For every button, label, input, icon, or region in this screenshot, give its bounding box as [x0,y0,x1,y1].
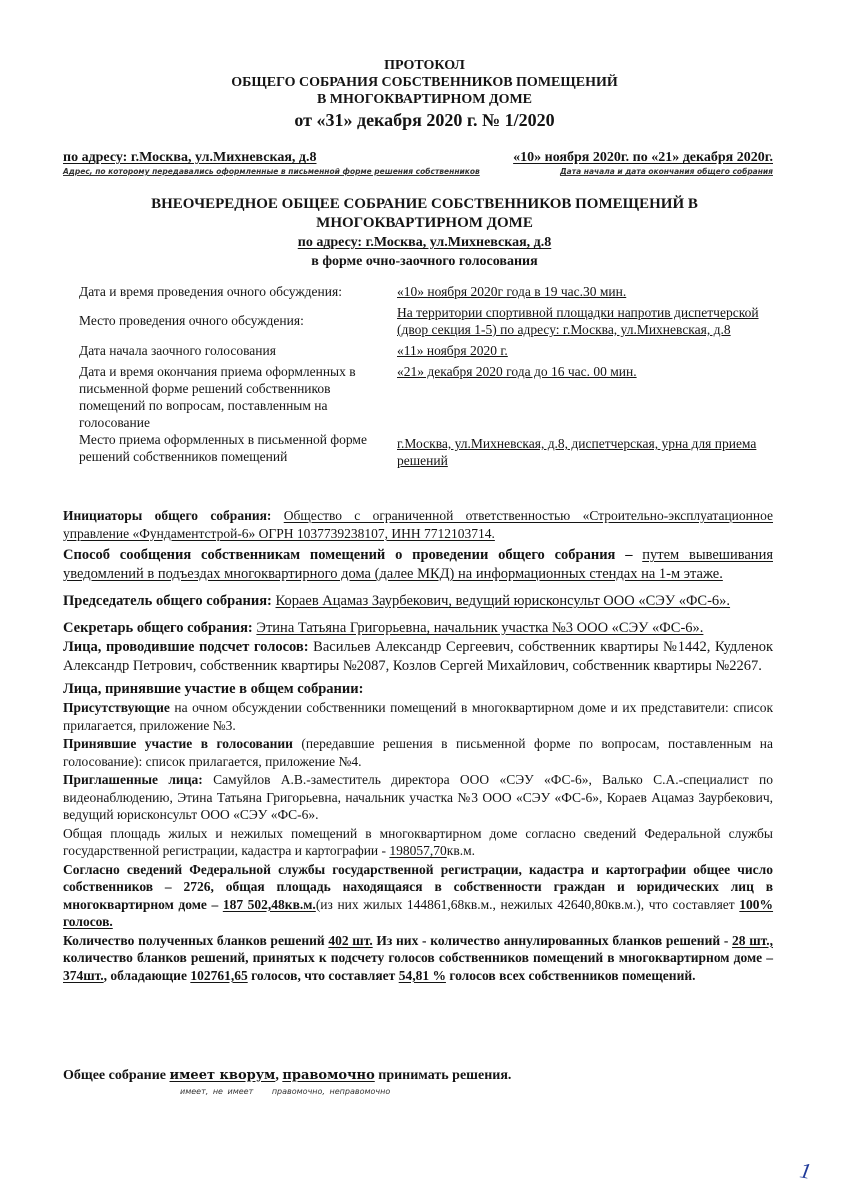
notify-label: Способ сообщения собственникам помещений о проведении общего собрания – [63,547,633,563]
info-label: Дата и время проведения очного обсуждения: [79,284,342,299]
info-label: Место приема оформленных в письменной форме решений собственников помещений [79,432,367,464]
ballots-text-6: голосов всех собственников помещений. [449,967,696,983]
owners-paragraph [63,861,773,931]
owners-text-2: (из них жилых 144861,68кв.м., нежилых 42640,80кв.м.), что составляет [315,896,735,912]
protocol-title: ПРОТОКОЛ [384,58,465,73]
participants-heading: Лица, принявшие участие в общем собрании: [63,681,364,697]
info-row [79,304,779,338]
info-value: «11» ноября 2020 г. [397,343,508,358]
info-value: «21» декабря 2020 года до 16 час. 00 мин. [397,364,637,379]
meeting-form: в форме очно-заочного голосования [311,254,538,269]
address-text: по адресу: г.Москва, ул.Михневская, д.8 [63,150,317,165]
info-value: «10» ноября 2020г года в 19 час.30 мин. [397,284,627,299]
ballots-text-5: голосов, что составляет [251,967,396,983]
meeting-address: по адресу: г.Москва, ул.Михневская, д.8 [297,235,552,250]
ballots-annulled: 28 шт., [732,932,773,948]
quorum-caption [180,1087,404,1096]
quorum-statement [63,1068,511,1084]
invited-value: Самуйлов А.В.-заместитель директора ООО «СЭУ «ФС-6», Валько С.А.-специалист по видеонаблюдению, Этина Татьяна Григорьевна, начальник участка №3 ООО «СЭУ «ФС-6», Кораев Ацамаз Заурбекович, ведущий юрисконсульт ООО «СЭУ «ФС-6». [63,772,773,822]
counters-value: Васильев Александр Сергеевич, собственник квартиры №1442, Кудленок Александр Петрович, собственник квартиры №2087, Козлов Сергей Михайлович, собственник квартиры №2267. [63,639,774,674]
chair-label: Председатель общего собрания: [63,593,272,609]
period-block [513,150,773,176]
owners-text: Согласно сведений Федеральной службы государственной регистрации, кадастра и картографии общее число собственников – 2726, общая площадь находящаяся в собственности граждан и юридических лиц в многоквартирном доме – [63,861,773,912]
info-row [79,431,779,469]
competence-value: правомочно [282,1068,375,1083]
meeting-info-table [79,283,779,473]
chair-value: Кораев Ацамаз Заурбекович, ведущий юрисконсульт ООО «СЭУ «ФС-6». [275,593,731,609]
initiators-value: Общество с ограниченной ответственностью «Строительно-эксплуатационное управление «Фундаментстрой-6» ОГРН 1037739238107, ИНН 7712103714. [63,508,773,541]
info-label: Дата и время окончания приема оформленных в письменной форме решений собственников помещений по вопросам, поставленным на голосование [79,364,356,430]
voted-label: Принявшие участие в голосовании [63,736,293,751]
ballots-text-3: количество бланков решений, принятых к подсчету голосов собственников помещений в многоквартирном доме – [63,950,773,965]
secretary-paragraph [63,619,773,638]
quorum-value: имеет кворум [169,1068,276,1083]
info-row [79,283,779,300]
secretary-label: Секретарь общего собрания: [63,620,253,636]
period-text: «10» ноября 2020г. по «21» декабря 2020г. [513,150,773,165]
votes-value: 102761,65 [190,967,248,983]
info-label: Дата начала заочного голосования [79,343,276,358]
area-text: Общая площадь жилых и нежилых помещений в многоквартирном доме согласно сведений Федеральной службы государственной регистрации, кадастра и картографии - [63,825,773,858]
votes-percent: 54,81 % [398,967,446,983]
quorum-caption-2: правомочно, неправомочно [271,1087,391,1096]
period-caption: Дата начала и дата окончания общего собрания [560,167,773,176]
initiators-paragraph [63,507,773,542]
info-label: Место проведения очного обсуждения: [79,313,304,328]
present-paragraph [63,699,773,734]
info-value: На территории спортивной площадки напротив диспетчерской (двор секция 1-5) по адресу: г.Москва, ул.Михневская, д.8 [397,305,759,337]
address-row [63,150,773,184]
protocol-subtitle-1: ОБЩЕГО СОБРАНИЯ СОБСТВЕННИКОВ ПОМЕЩЕНИЙ [231,75,618,90]
quorum-caption-1: имеет, не имеет [180,1087,254,1096]
voted-value: (передавшие решения в письменной форме по вопросам, поставленным на голосование): список прилагается, приложение №4. [63,736,774,769]
owners-percent: 100% голосов. [63,896,774,929]
protocol-header [0,57,849,132]
quorum-text-2: принимать решения. [378,1068,512,1083]
area-paragraph [63,825,773,860]
handwritten-page-number: 1 [797,1157,814,1184]
invited-label: Приглашенные лица: [63,772,203,787]
quorum-comma: , [275,1068,279,1083]
info-row [79,342,779,359]
present-label: Присутствующие [63,700,170,715]
quorum-text-1: Общее собрание [63,1068,166,1083]
protocol-subtitle-2: В МНОГОКВАРТИРНОМ ДОМЕ [316,92,533,107]
meeting-header [0,195,849,271]
ballots-text-4: , обладающие [103,967,187,983]
invited-paragraph [63,771,773,824]
secretary-value: Этина Татьяна Григорьевна, начальник участка №3 ООО «СЭУ «ФС-6». [256,620,704,636]
meeting-title-1: ВНЕОЧЕРЕДНОЕ ОБЩЕЕ СОБРАНИЕ СОБСТВЕННИКОВ ПОМЕЩЕНИЙ В [151,196,698,212]
initiators-label: Инициаторы общего собрания: [63,508,272,523]
address-block [63,150,480,176]
notify-value: путем вывешивания уведомлений в подъездах многоквартирного дома (далее МКД) на информационных стендах на 1-м этаже. [63,547,773,582]
protocol-body [63,507,773,988]
ballots-paragraph [63,932,773,985]
ballots-received: 402 шт. [328,932,373,948]
owners-area: 187 502,48кв.м. [222,896,316,912]
chair-paragraph [63,592,773,611]
present-value: на очном обсуждении собственники помещений в многоквартирном доме и их представители: список прилагается, приложение №3. [63,700,774,733]
counters-label: Лица, проводившие подсчет голосов: [63,639,309,655]
info-row [79,363,779,431]
info-value: г.Москва, ул.Михневская, д.8, диспетчерская, урна для приема решений [397,436,757,468]
address-caption: Адрес, по которому передавались оформленные в письменной форме решения собственников [63,167,480,176]
meeting-title-2: МНОГОКВАРТИРНОМ ДОМЕ [316,215,533,231]
ballots-text-1: Количество полученных бланков решений [63,932,325,948]
notify-paragraph [63,546,773,584]
ballots-text-2: Из них - количество аннулированных бланков решений - [376,932,729,948]
area-value: 198057,70 [389,843,447,858]
protocol-date-number: от «31» декабря 2020 г. № 1/2020 [294,110,555,130]
ballots-counted: 374шт. [63,967,104,983]
area-unit: кв.м. [446,843,476,858]
voted-paragraph [63,735,773,770]
counters-paragraph [63,638,773,676]
